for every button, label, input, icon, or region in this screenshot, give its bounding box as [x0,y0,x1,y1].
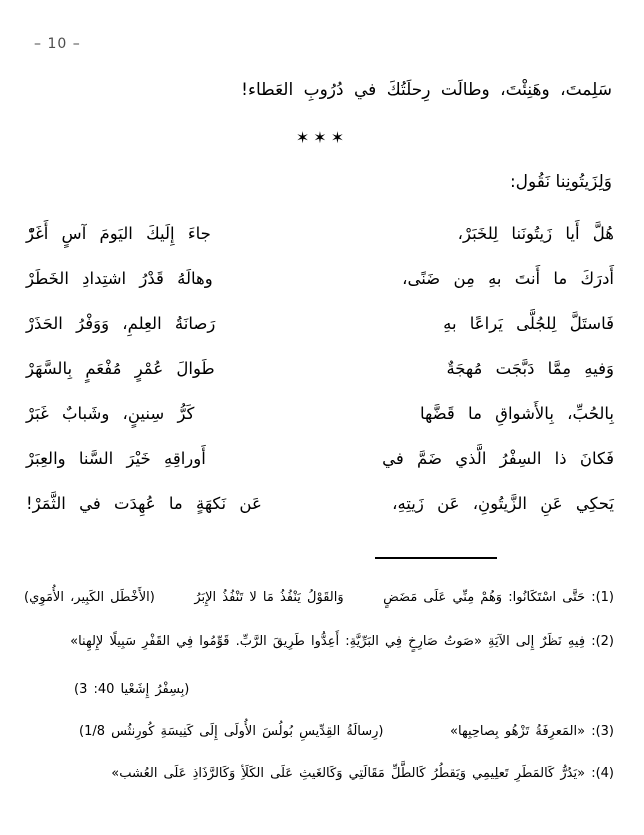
first-hemistich: هُلَّ أَيا زَيتُونَنا لِلخَبَرْ، [457,224,614,243]
verse-row [26,312,614,357]
second-hemistich: عَن نَكهَةٍ ما عُهِدَت في الثَّمَرْ! [26,494,262,513]
poem [26,222,614,537]
footnote-3 [24,722,614,741]
footnote-2-text: فِيهِ نَظَرٌ إِلى الآيَةِ «صَوتُ صَارِخٍ فِي البَرِّيَّةِ: أَعِدُّوا طَرِيقَ الرَّبِّ. قَوِّمُوا فِي القَفْرِ سَبِيلًا لإِلهِنا» [70,634,586,649]
first-hemistich: فَاستَلَّ لِلجُلَّى يَراعًا بهِ [443,314,614,333]
footnote-1-attribution: (الأَخْطَل الكَبِير، الأُمَوِي) [24,590,155,605]
second-hemistich: جاءَ إِلَيكَ اليَومَ آسٍ أَغَرّْ [26,224,211,243]
first-hemistich: فَكانَ ذا السِفْرُ الَّذي ضَمَّ في [382,449,614,468]
footnote-1-verse-second: وَالقَوْلُ يَنْفُذُ مَا لا تَنْفُذُ الإِبَرُ [194,590,344,605]
first-hemistich: وَفيهِ مِمَّا دَبَّجَت مُهجَةٌ [446,359,614,378]
second-hemistich: أَوراقِهِ خَيْرَ السَّنا والعِبَرْ [26,449,206,468]
footnote-1 [24,588,614,607]
footnote-separator [375,557,497,559]
verse-row [26,267,614,312]
section-divider-stars-icon: ✶✶✶ [295,128,349,147]
verse-row [26,222,614,267]
first-hemistich: بِالحُبِّ، بِالأَشواقِ ما قَضَّها [419,404,614,423]
page-number: – 10 – [34,36,81,52]
intro-line: وَلِزَيتُونِنا نَقُول: [509,172,612,192]
second-hemistich: وهالَهُ قَدْرُ اشتِدادِ الخَطَرْ [26,269,213,288]
footnote-number: (1): [591,590,614,605]
footnote-4-text: «يَدُرُّ كَالمَطَرِ تَعلِيمِي وَيَقطُرُ كَالطَّلِّ مَقَالَتِي وَكَالغَيثِ عَلَى الكَلَأِ وَكَالرَّذَاذِ عَلَى العُشب» [111,766,586,781]
verse-row [26,357,614,402]
footnote-number: (2): [591,634,614,649]
verse-row [26,447,614,492]
first-hemistich: أَدرَكَ ما أَنتَ بهِ مِن ضَنًى، [402,269,614,288]
first-hemistich: يَحكِي عَنِ الزَّيتُونِ، عَن زَيتِهِ، [392,494,614,513]
footnote-2 [24,632,614,651]
footnote-3-quote: (3): «المَعرِفَةُ تَزْهُو بِصاحِبِها» [450,724,614,739]
second-hemistich: كَرُّ سِنينٍ، وشَبابٌ غَبَرْ [26,404,195,423]
footnote-number: (3): [591,724,614,739]
footnote-4 [24,764,614,783]
verse-row [26,492,614,537]
greeting-line: سَلِمتَ، وهَنِئْتَ، وطالَت رِحلَتُكَ في دُرُوبِ العَطاء! [241,80,612,100]
second-hemistich: طَوالَ عُمْرٍ مُفْعَمٍ بِالسَّهَرْ [26,359,215,378]
verse-row [26,402,614,447]
footnote-1-verse-first: (1): حَتَّى اسْتَكَانُوا: وَهُمْ مِنِّي عَلَى مَضَضٍ [383,590,614,605]
second-hemistich: رَصانَةُ العِلمِ، وَوَفْرُ الحَذَرْ [26,314,216,333]
footnote-2-citation: (بِسِفْرُ إِشَعْيا 40: 3) [74,682,190,697]
footnote-number: (4): [591,766,614,781]
footnote-3-citation: (رِسالَةُ القِدِّيسِ بُولُسَ الأُولَى إِلَى كَنِيسَةِ كُورِنثُس 1/8) [79,724,384,739]
